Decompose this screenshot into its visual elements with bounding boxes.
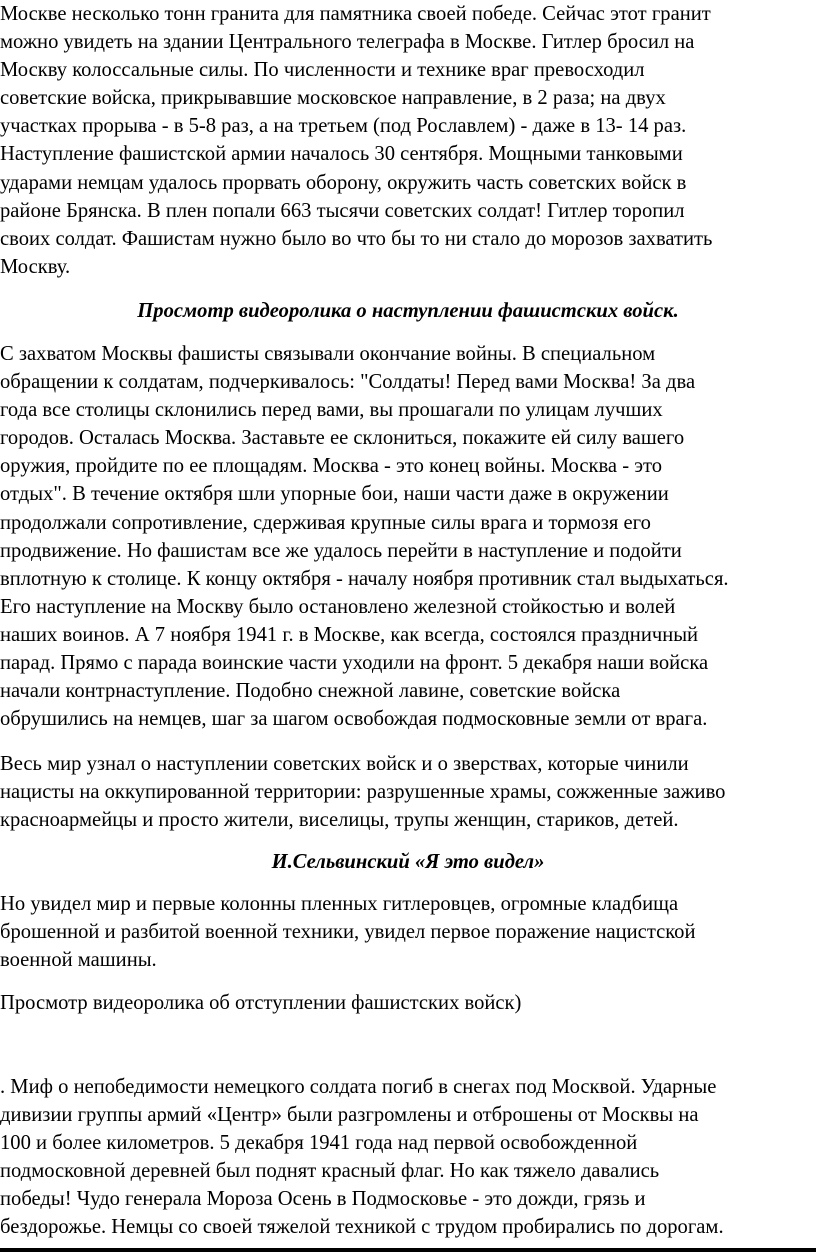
text-line: брошенной и разбитой военной техники, увидел первое поражение нацистской [0, 921, 696, 944]
text-line: ударами немцам удалось прорвать оборону, окружить часть советских войск в [0, 171, 687, 194]
text-line: своих солдат. Фашистам нужно было во что бы то ни стало до морозов захватить [0, 227, 713, 250]
text-line: военной машины. [0, 949, 157, 972]
text-line: вплотную к столице. К концу октября - началу ноября противник стал выдыхаться. [0, 567, 729, 590]
text-line: Его наступление на Москву было остановлено железной стойкостью и волей [0, 595, 676, 618]
paragraph-moscow-defense [0, 340, 816, 733]
text-line: . Миф о непобедимости немецкого солдата погиб в снегах под Москвой. Ударные [0, 1076, 717, 1098]
text-line: красноармейцы и просто жители, виселицы, трупы женщин, стариков, детей. [0, 809, 679, 832]
text-line: бездорожье. Немцы со своей тяжелой техникой с трудом пробирались по дорогам. [0, 1216, 724, 1239]
text-line: наших воинов. А 7 ноября 1941 г. в Москве, как всегда, состоялся праздничный [0, 623, 699, 646]
page-bottom-rule [0, 1248, 816, 1252]
text-line: советские войска, прикрывавшие московское направление, в 2 раза; на двух [0, 87, 666, 110]
text-line: победы! Чудо генерала Мороза Осень в Подмосковье - это дожди, грязь и [0, 1188, 646, 1211]
text-line: оружия, пройдите по ее площадям. Москва - это конец войны. Москва - это [0, 455, 663, 478]
text-line: дивизии группы армий «Центр» были разгромлены и отброшены от Москвы на [0, 1104, 699, 1127]
heading-selvinsky-poem: И.Сельвинский «Я это видел» [271, 851, 545, 873]
text-line: отдых". В течение октября шли упорные бои, наши части даже в окружении [0, 483, 669, 506]
text-line: Москву. [0, 255, 71, 278]
paragraph-prisoners [0, 890, 816, 974]
text-line: подмосковной деревней был поднят красный флаг. Но как тяжело давались [0, 1160, 660, 1183]
paragraph-world-learned [0, 750, 816, 834]
text-line: городов. Осталась Москва. Заставьте ее склониться, покажите ей силу вашего [0, 427, 685, 450]
paragraph-myth-invincibility [0, 1073, 816, 1242]
paragraph-video-retreat [0, 989, 816, 1017]
text-line: Москве несколько тонн гранита для памятника своей победе. Сейчас этот гранит [0, 3, 711, 25]
text-line: продолжали сопротивление, сдерживая крупные силы врага и тормозя его [0, 511, 651, 534]
text-line: нацисты на оккупированной территории: разрушенные храмы, сожженные заживо [0, 781, 726, 804]
heading-video-offensive: Просмотр видеоролика о наступлении фашистских войск. [137, 300, 679, 322]
text-line: Весь мир узнал о наступлении советских войск и о зверствах, которые чинили [0, 753, 689, 775]
text-line: парад. Прямо с парада воинские части уходили на фронт. 5 декабря наши войска [0, 652, 709, 675]
text-line: С захватом Москвы фашисты связывали окончание войны. В специальном [0, 343, 656, 365]
text-line: обращении к солдатам, подчеркивалось: "Солдаты! Перед вами Москва! За два [0, 371, 696, 394]
paragraph-granite-offensive [0, 0, 816, 281]
text-line: начали контрнаступление. Подобно снежной лавине, советские войска [0, 680, 621, 703]
text-line: Наступление фашистской армии началось 30 сентября. Мощными танковыми [0, 143, 683, 166]
text-line: 100 и более километров. 5 декабря 1941 года над первой освобожденной [0, 1132, 638, 1155]
text-line: Но увидел мир и первые колонны пленных гитлеровцев, огромные кладбища [0, 893, 679, 915]
text-line: участках прорыва - в 5-8 раз, а на третьем (под Рославлем) - даже в 13- 14 раз. [0, 115, 687, 138]
text-line: районе Брянска. В плен попали 663 тысячи советских солдат! Гитлер торопил [0, 199, 685, 222]
text-line: можно увидеть на здании Центрального телеграфа в Москве. Гитлер бросил на [0, 31, 695, 54]
text-line: Москву колоссальные силы. По численности и технике враг превосходил [0, 59, 645, 82]
text-line: продвижение. Но фашистам все же удалось перейти в наступление и подойти [0, 539, 682, 562]
text-line: обрушились на немцев, шаг за шагом освобождая подмосковные земли от врага. [0, 708, 708, 731]
text-line: Просмотр видеоролика об отступлении фашистских войск) [0, 992, 522, 1014]
text-line: года все столицы склонились перед вами, вы прошагали по улицам лучших [0, 399, 663, 422]
